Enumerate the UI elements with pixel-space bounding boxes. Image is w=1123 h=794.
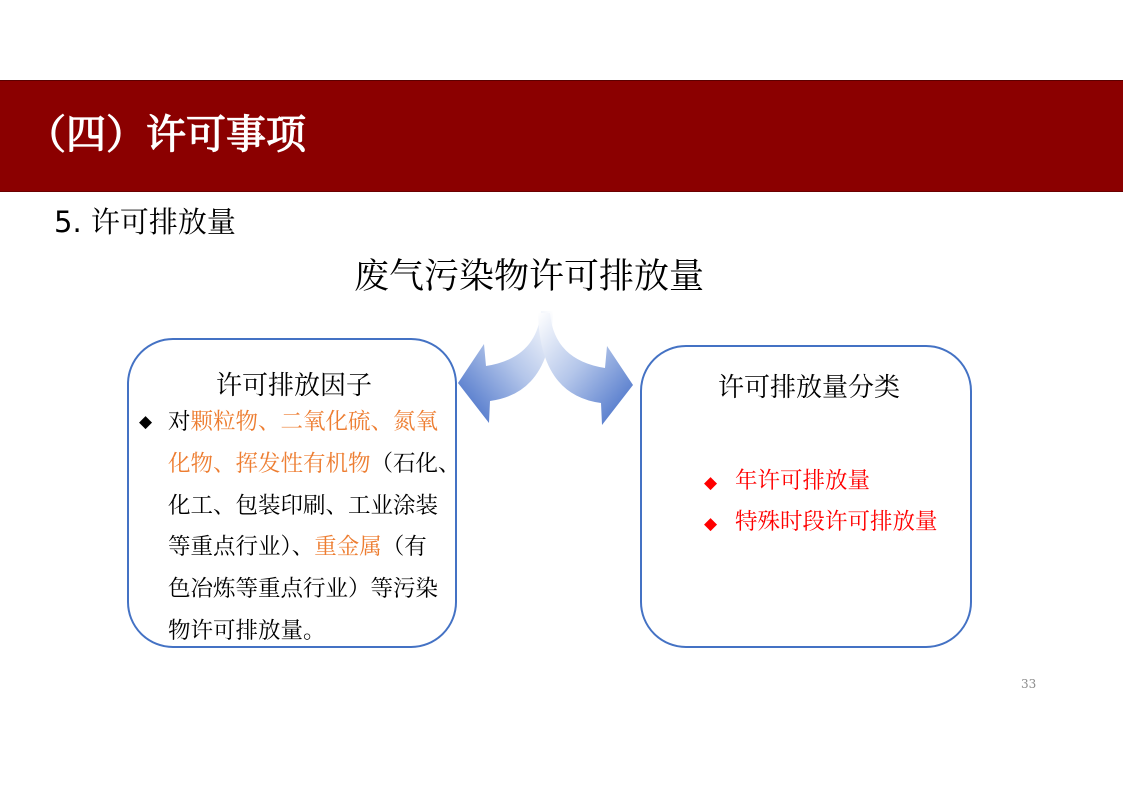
page-number: 33 (1021, 677, 1037, 691)
factor-highlight-text: 颗粒物、二氧化硫、氮氧 (190, 409, 439, 435)
category-item-label: 年许可排放量 (735, 468, 871, 494)
diamond-bullet-icon: ◆ (704, 514, 718, 534)
factor-text-segment: 化工、包装印刷、工业涂装 (168, 492, 439, 519)
factor-text-segment: （有 (381, 534, 427, 561)
diamond-bullet-icon: ◆ (139, 412, 153, 432)
factor-text-line (168, 402, 461, 444)
factor-text-segment: 等重点行业）、 (168, 534, 315, 561)
curved-arrow-left-icon (458, 311, 553, 423)
diamond-bullet-icon: ◆ (704, 473, 718, 493)
factor-text-segment: 对 (168, 409, 191, 435)
section-title: 5. 许可排放量 (54, 205, 236, 239)
factor-text-line (168, 611, 461, 653)
diagram-heading: 废气污染物许可排放量 (354, 257, 705, 297)
factor-highlight-text: 化物、挥发性有机物 (168, 450, 371, 477)
factor-text-line (168, 486, 461, 528)
permit-category-title: 许可排放量分类 (718, 373, 901, 403)
slide-title: （四）许可事项 (26, 111, 306, 158)
factor-text-line (168, 569, 461, 611)
permit-factor-title: 许可排放因子 (216, 371, 373, 401)
category-item-label: 特殊时段许可排放量 (735, 509, 938, 535)
permit-factor-box (127, 338, 461, 648)
category-item-special-period (704, 502, 938, 543)
category-item-annual (704, 461, 870, 502)
factor-text-segment: 色冶炼等重点行业）等污染 (168, 576, 439, 603)
curved-arrow-right-icon (538, 313, 633, 425)
factor-text-line (168, 527, 461, 569)
factor-highlight-text: 重金属 (314, 534, 382, 561)
factor-text-line (168, 444, 461, 486)
factor-text-segment: 物许可排放量。 (168, 617, 326, 644)
permit-factor-text (168, 402, 461, 653)
permit-category-box (640, 345, 972, 648)
title-banner (0, 80, 1123, 192)
factor-text-segment: （石化、 (370, 450, 461, 477)
